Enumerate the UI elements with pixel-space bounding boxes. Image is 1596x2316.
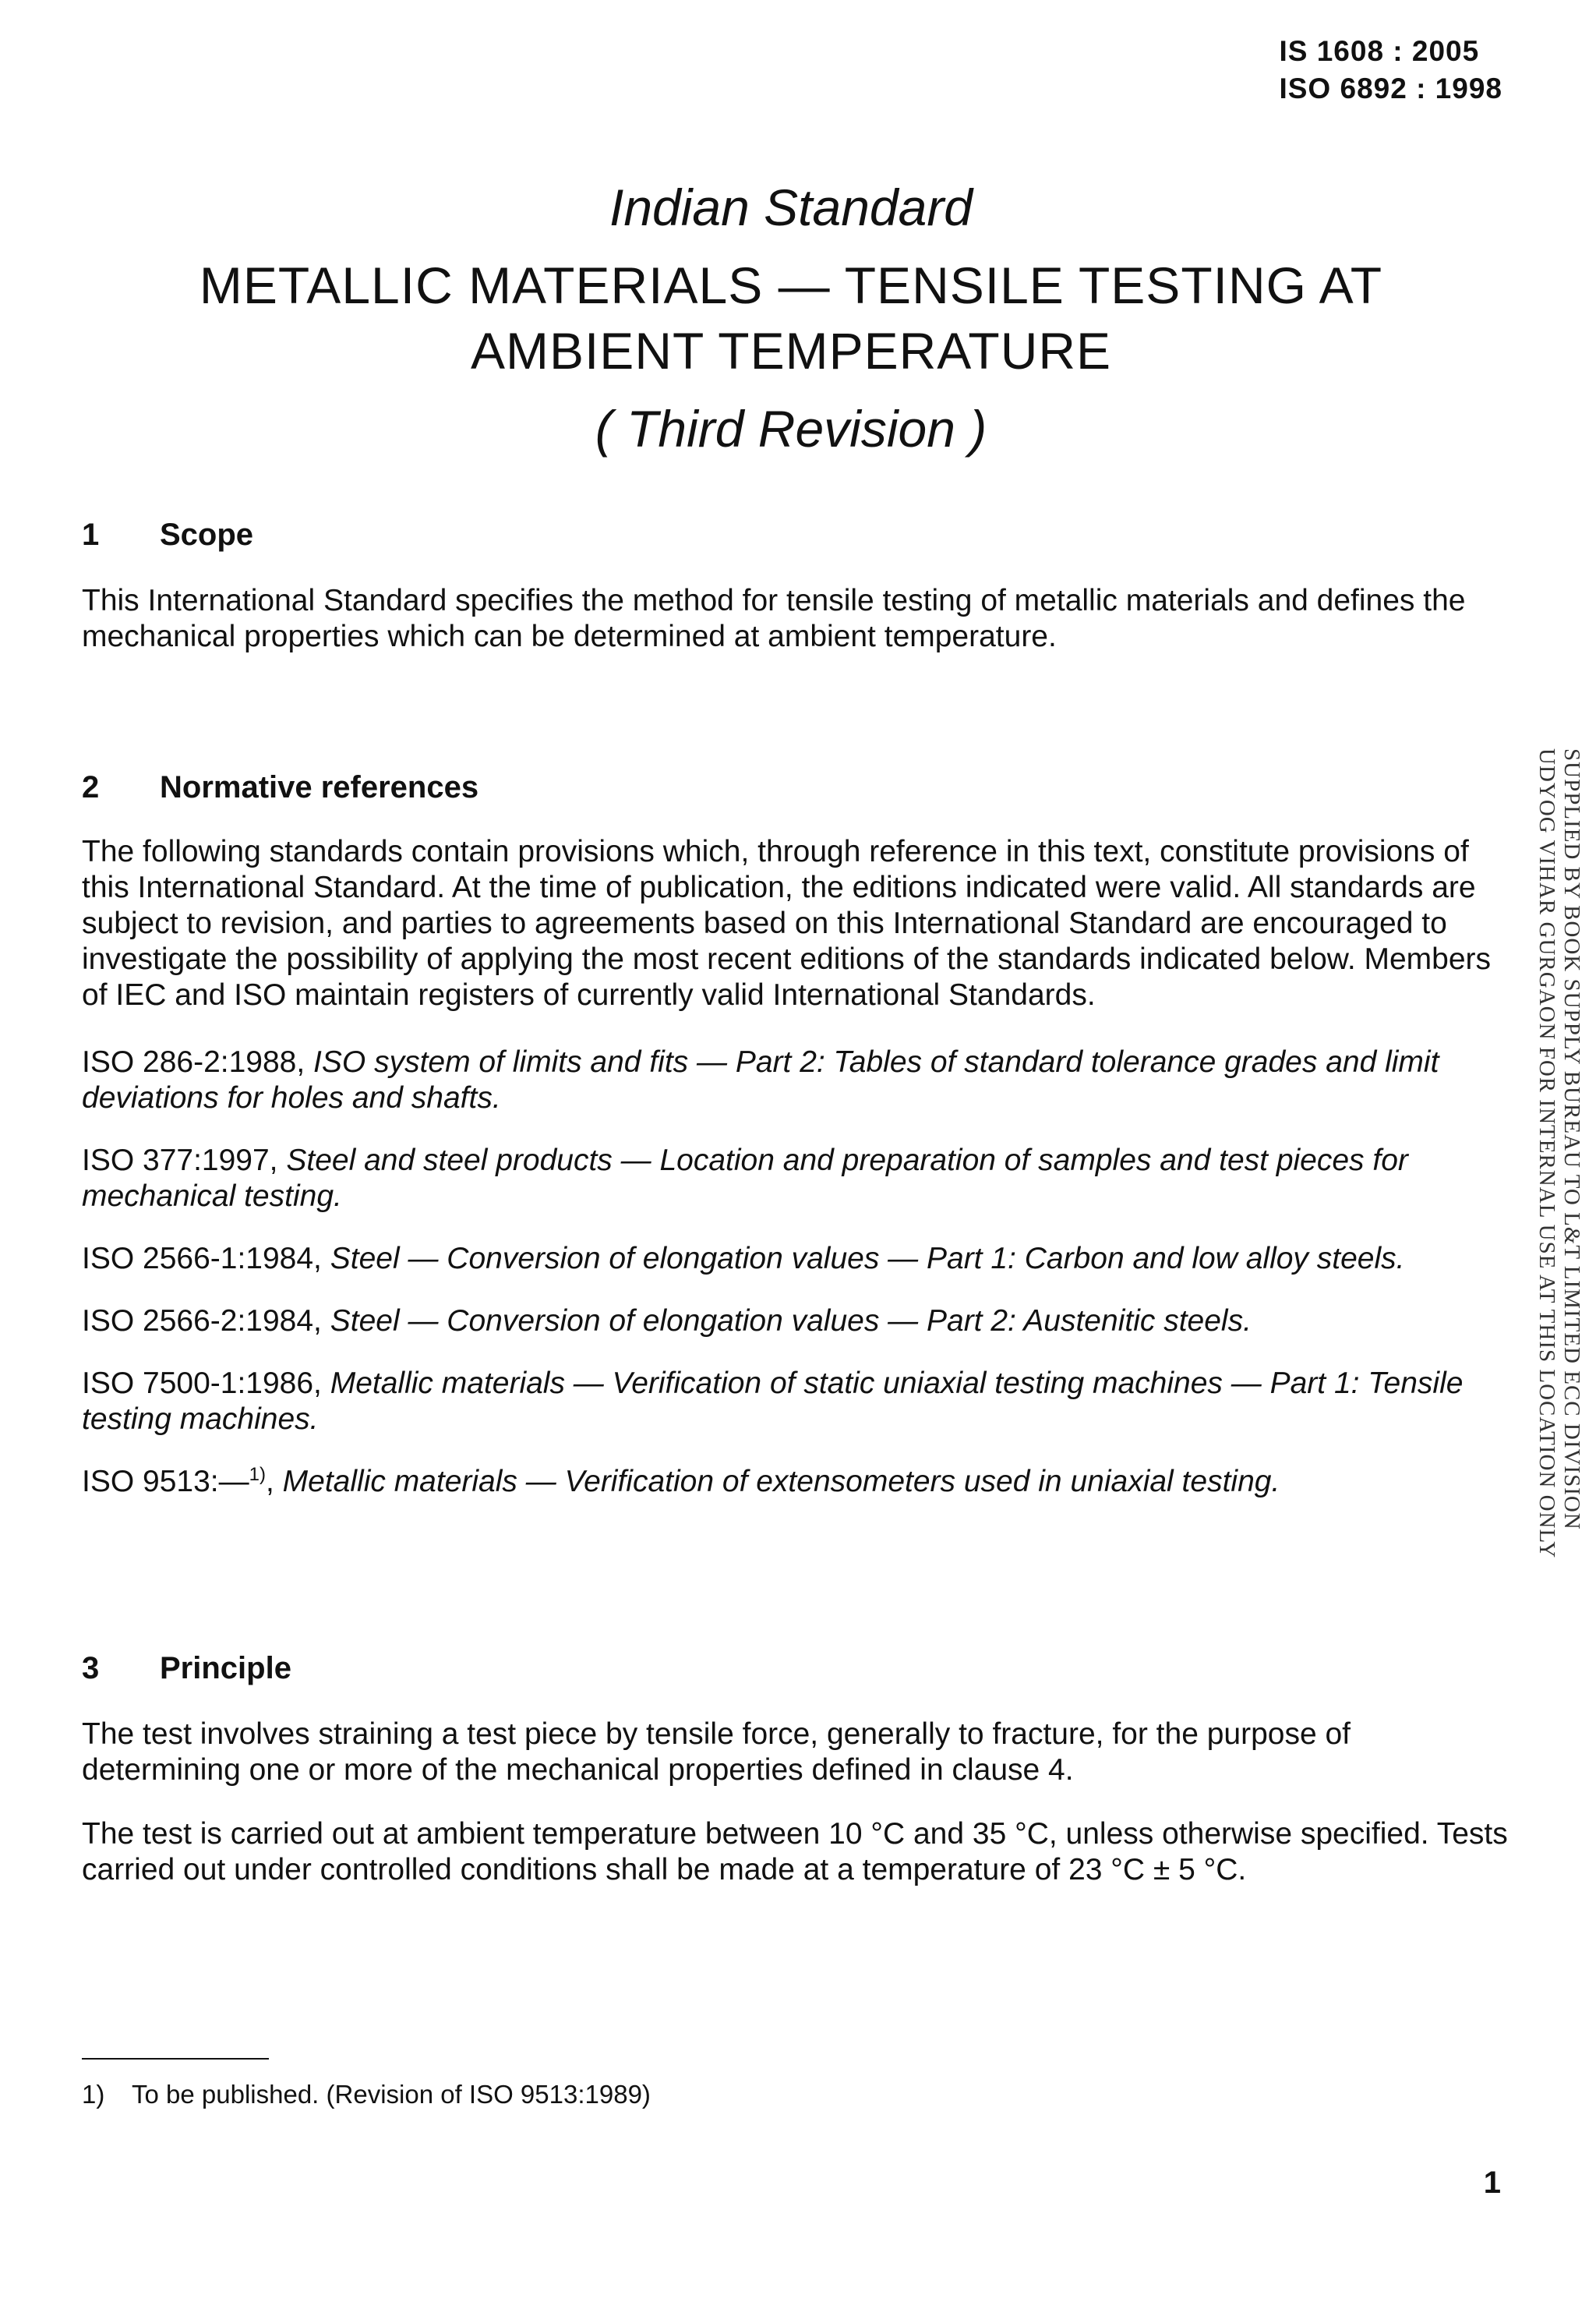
iso-number: ISO 6892 : 1998: [1279, 72, 1502, 104]
reference-code: ISO 2566-1:1984,: [82, 1242, 322, 1275]
title-line-2: AMBIENT TEMPERATURE: [470, 322, 1112, 380]
standard-reference: [1279, 33, 1502, 108]
footnote-mark: 1): [82, 2080, 105, 2109]
reference-item: [82, 1143, 1508, 1215]
section-heading-normative-references: [82, 770, 478, 805]
reference-item: [82, 1366, 1508, 1437]
reference-title: Steel — Conversion of elongation values — Part 1: Carbon and low alloy steels.: [330, 1242, 1405, 1275]
principle-paragraph-2: The test is carried out at ambient temperature between 10 °C and 35 °C, unless otherwise specified. Tests carried out under controlled conditions shall be made at a temperature of 23 °C ± 5 °C.: [82, 1817, 1508, 1886]
principle-paragraph-1: The test involves straining a test piece by tensile force, generally to fracture, for the purpose of determining one or more of the mechanical properties defined in clause 4.: [82, 1717, 1351, 1787]
reference-title: ISO system of limits and fits — Part 2: Tables of standard tolerance grades and limit deviations for holes and shafts.: [82, 1045, 1439, 1115]
footnote: [82, 2080, 651, 2109]
section-number: 3: [82, 1651, 100, 1685]
reference-code-tail: ,: [265, 1465, 274, 1498]
footnote-divider: [82, 2058, 269, 2060]
normative-references-paragraph: The following standards contain provisions which, through reference in this text, constitute provisions of this International Standard. At the time of publication, the editions indicated were valid. All standards are subject to revision, and parties to agreements based on this International Standard are encouraged to investigate the possibility of applying the most recent editions of the standards indicated below. Members of IEC and ISO maintain registers of currently valid International Standards.: [82, 835, 1492, 1012]
title-kicker: Indian Standard: [609, 179, 973, 236]
footnote-text: To be published. (Revision of ISO 9513:1989): [132, 2080, 651, 2109]
distribution-stamp: [1506, 748, 1584, 1559]
stamp-line-2: UDYOG VIHAR GURGAON FOR INTERNAL USE AT THIS LOCATION ONLY: [1534, 748, 1559, 1559]
reference-code: ISO 7500-1:1986,: [82, 1367, 322, 1400]
section-heading-scope: [82, 518, 253, 553]
reference-code: ISO 377:1997,: [82, 1144, 278, 1177]
reference-title: Steel — Conversion of elongation values — Part 2: Austenitic steels.: [330, 1304, 1252, 1338]
title-revision: ( Third Revision ): [595, 400, 987, 458]
is-number: IS 1608 : 2005: [1279, 35, 1480, 67]
page-number: 1: [1483, 2166, 1501, 2200]
reference-code: ISO 9513:—: [82, 1465, 249, 1498]
section-number: 2: [82, 770, 100, 804]
section-number: 1: [82, 518, 100, 552]
reference-item: [82, 1464, 1508, 1500]
reference-title: Steel and steel products — Location and preparation of samples and test pieces for mechanical testing.: [82, 1144, 1408, 1213]
reference-item: [82, 1241, 1508, 1277]
reference-code: ISO 286-2:1988,: [82, 1045, 305, 1079]
reference-item: [82, 1303, 1508, 1339]
section-heading-principle: [82, 1651, 291, 1686]
scope-paragraph: This International Standard specifies the method for tensile testing of metallic materials and defines the mechanical properties which can be determined at ambient temperature.: [82, 584, 1466, 653]
reference-title: Metallic materials — Verification of static uniaxial testing machines — Part 1: Tensile testing machines.: [82, 1367, 1464, 1436]
stamp-line-1: SUPPLIED BY BOOK SUPPLY BUREAU TO L&T LIMITED ECC DIVISION: [1559, 748, 1584, 1530]
title-line-1: METALLIC MATERIALS — TENSILE TESTING AT: [199, 256, 1383, 314]
section-title: Principle: [160, 1651, 291, 1685]
section-title: Scope: [160, 518, 254, 552]
section-title: Normative references: [160, 770, 479, 804]
reference-code: ISO 2566-2:1984,: [82, 1304, 322, 1338]
reference-title: Metallic materials — Verification of extensometers used in uniaxial testing.: [282, 1465, 1280, 1498]
reference-item: [82, 1045, 1508, 1116]
footnote-marker: 1): [249, 1464, 266, 1485]
